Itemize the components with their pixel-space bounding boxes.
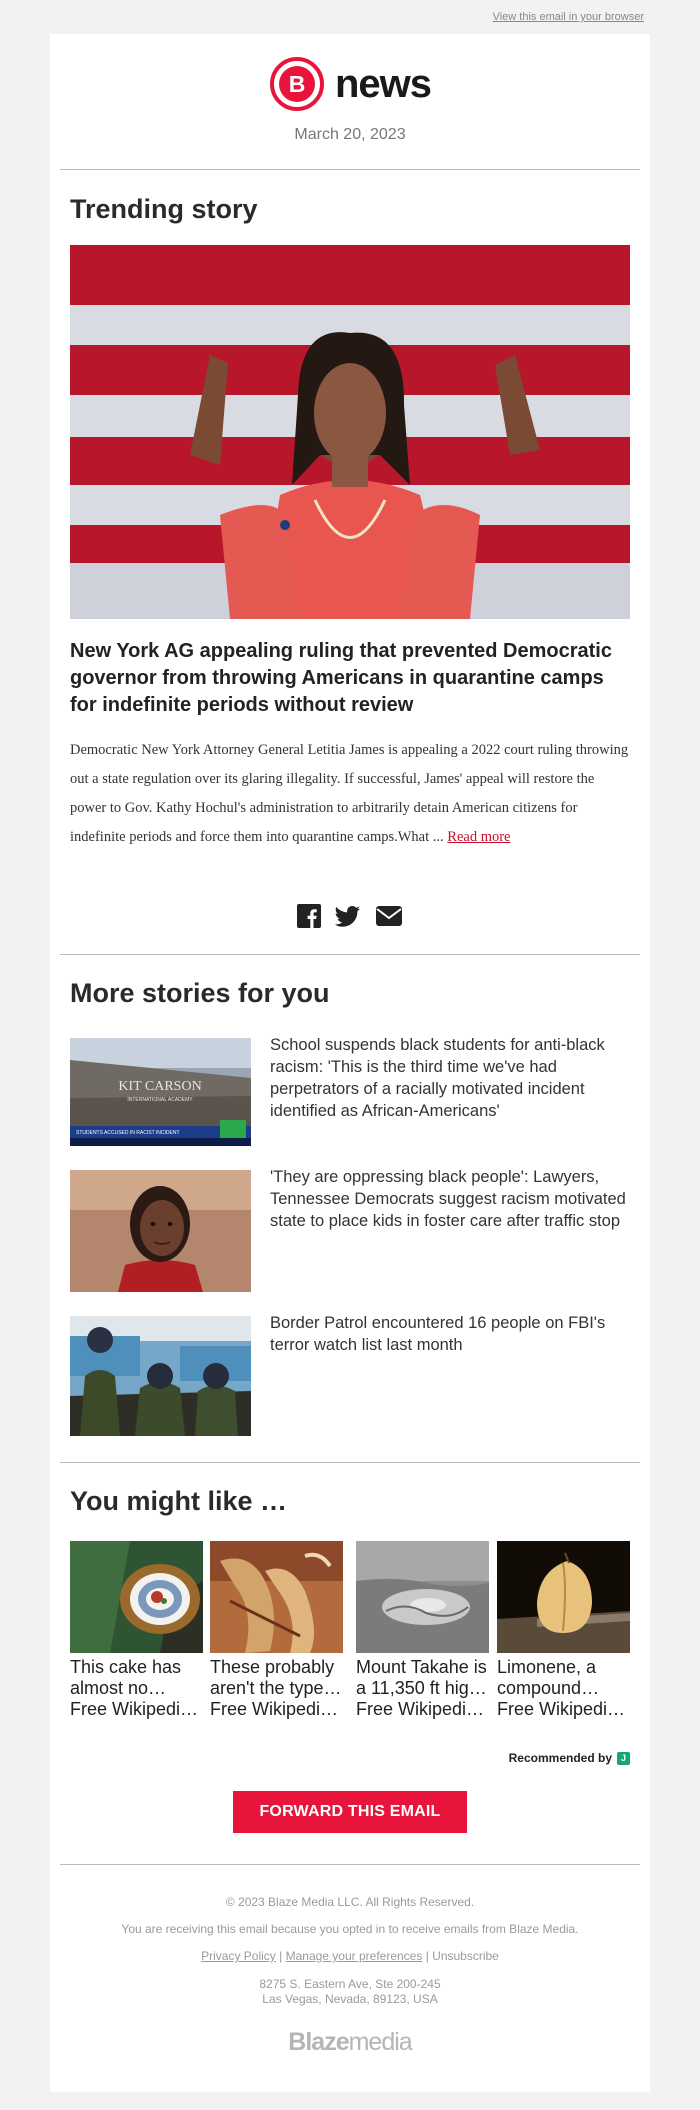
recommender-logo-icon: J xyxy=(617,1752,630,1765)
story-thumbnail xyxy=(70,1316,251,1436)
trending-headline[interactable]: New York AG appealing ruling that prevented Democratic governor from throwing Americans in quarantine camps for indefinite periods without review xyxy=(70,640,612,716)
trending-section-title: Trending story xyxy=(70,194,258,224)
footer-reason: You are receiving this email because you opted in to receive emails from Blaze Media. xyxy=(121,1922,579,1936)
top-link-bar xyxy=(0,0,700,34)
story-item[interactable] xyxy=(70,1038,630,1160)
read-more-link[interactable]: Read more xyxy=(447,829,511,845)
thumb-sign-text: KIT CARSON xyxy=(118,1079,202,1094)
divider xyxy=(60,1462,640,1463)
email-card xyxy=(50,34,650,2092)
footer-separator: | xyxy=(275,1949,286,1963)
footer-logo-bold: Blaze xyxy=(288,2028,349,2056)
recommendation-card[interactable] xyxy=(70,1541,203,1720)
recommendation-title[interactable]: Limonene, a compound xyxy=(497,1657,597,1698)
unsubscribe-link[interactable]: Unsubscribe xyxy=(432,1949,499,1963)
logo-letter: B xyxy=(288,71,306,97)
share-buttons xyxy=(50,904,650,928)
recommendation-image xyxy=(210,1541,343,1653)
thumb-banner-text: STUDENTS ACCUSED IN RACIST INCIDENT xyxy=(76,1130,180,1136)
footer-links xyxy=(50,1948,650,1964)
story-item[interactable] xyxy=(70,1170,630,1292)
footer-address-line-2: Las Vegas, Nevada, 89123, USA xyxy=(262,1992,438,2006)
more-stories-section-title: More stories for you xyxy=(70,978,330,1008)
trending-summary-text: Democratic New York Attorney General Letitia James is appealing a 2022 court ruling throwing out a state regulation over its glaring illegality. If successful, James' appeal will restore the power to Gov. Kathy Hochul's administration to arbitrarily detain American citizens for indefinite periods and force them into quarantine camps.What ... xyxy=(70,742,629,845)
brand-logo[interactable] xyxy=(50,56,650,112)
footer-copyright: © 2023 Blaze Media LLC. All Rights Reserved. xyxy=(225,1895,475,1909)
recommendation-image xyxy=(356,1541,489,1653)
trending-summary xyxy=(70,736,630,852)
recommendation-card[interactable] xyxy=(356,1541,489,1720)
email-icon[interactable] xyxy=(375,904,403,928)
blaze-logo-icon xyxy=(269,56,325,112)
recommendation-image xyxy=(70,1541,203,1653)
story-title[interactable]: School suspends black students for anti-black racism: 'This is the third time we've had perpetrators of a racially motivated incident identified as African-Americans' xyxy=(270,1036,605,1120)
view-in-browser-link[interactable]: View this email in your browser xyxy=(492,11,644,23)
recommendation-image xyxy=(497,1541,630,1653)
recommendation-source: Free Wikipedi… xyxy=(210,1699,339,1719)
facebook-icon[interactable] xyxy=(297,904,321,928)
blaze-media-footer-logo[interactable] xyxy=(50,2028,650,2057)
trending-story-image[interactable] xyxy=(70,245,630,619)
divider xyxy=(60,1864,640,1865)
privacy-policy-link[interactable]: Privacy Policy xyxy=(201,1949,276,1963)
story-item[interactable] xyxy=(70,1316,630,1438)
hero-photo-illustration xyxy=(70,245,630,619)
recommendation-card[interactable] xyxy=(210,1541,343,1720)
recommendation-source: Free Wikipedi… xyxy=(497,1699,626,1719)
recommendation-title[interactable]: Mount Takahe is a 11,350 ft high xyxy=(356,1657,487,1698)
logo-wordmark: news xyxy=(334,61,432,106)
recommended-by[interactable] xyxy=(509,1751,630,1765)
recommendation-title[interactable]: These probably aren't the type xyxy=(210,1657,335,1698)
thumb-sign-subtext: INTERNATIONAL ACADEMY xyxy=(127,1097,193,1103)
manage-preferences-link[interactable]: Manage your preferences xyxy=(285,1949,423,1963)
you-might-like-section-title: You might like … xyxy=(70,1486,288,1516)
recommendation-card[interactable] xyxy=(497,1541,630,1720)
footer-address-line-1: 8275 S. Eastern Ave, Ste 200-245 xyxy=(259,1977,441,1991)
footer-logo-light: media xyxy=(348,2028,412,2056)
recommendation-title[interactable]: This cake has almost no xyxy=(70,1657,182,1698)
story-title[interactable]: Border Patrol encountered 16 people on FBI's terror watch list last month xyxy=(270,1314,606,1354)
recommendation-source: Free Wikipedi… xyxy=(70,1699,199,1719)
twitter-icon[interactable] xyxy=(335,904,361,928)
issue-date: March 20, 2023 xyxy=(294,126,406,143)
divider xyxy=(60,169,640,170)
footer-separator: | xyxy=(422,1949,433,1963)
recommendation-source: Free Wikipedi… xyxy=(356,1699,485,1719)
story-title[interactable]: 'They are oppressing black people': Lawyers, Tennessee Democrats suggest racism motivated state to place kids in foster care after traffic stop xyxy=(270,1168,626,1230)
story-thumbnail xyxy=(70,1038,251,1146)
story-thumbnail xyxy=(70,1170,251,1292)
forward-email-button[interactable]: FORWARD THIS EMAIL xyxy=(233,1791,467,1833)
divider xyxy=(60,954,640,955)
recommended-by-label: Recommended by xyxy=(508,1751,612,1765)
